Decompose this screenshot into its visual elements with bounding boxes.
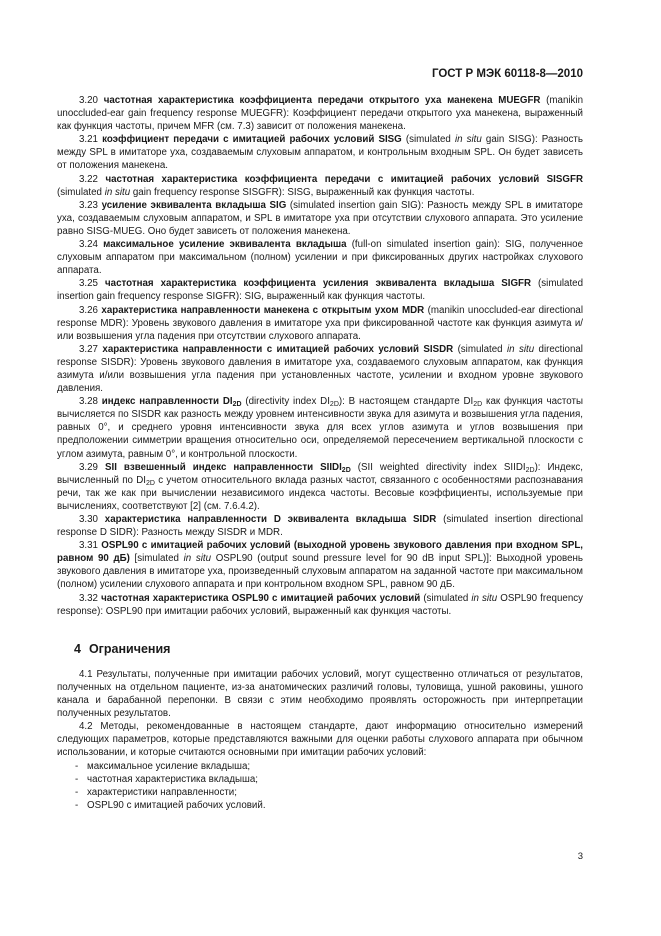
term-number: 3.23 [79, 199, 98, 211]
list-item: - частотная характеристика вкладыша; [75, 773, 258, 785]
term-name: частотная характеристика коэффициента передачи открытого уха манекена MUEGFR [103, 95, 541, 106]
term-name: характеристика направленности D эквивалента вкладыша SIDR [104, 514, 437, 525]
term-number: 3.30 [79, 514, 98, 525]
term-name: характеристика направленности с имитацией рабочих условий SISDR [102, 343, 454, 355]
term-definition [57, 133, 583, 172]
term-source-subscript: 2D [329, 401, 339, 409]
list-marker: - [75, 760, 79, 772]
term-text: (simulated insertion gain frequency response SIGFR): SIG, выраженный как функция частоты. [57, 278, 584, 303]
term-text: (manikin unoccluded-ear directional response MDR): Уровень звукового давления в имитаторе уха при фиксированной частоте как функция азимута и/или возвышения угла падения при отсутствии слухового аппарата. [57, 304, 584, 342]
term-name: коэффициент передачи с имитацией рабочих условий SISG [102, 134, 402, 146]
list-item: - максимальное усиление вкладыша; [75, 760, 251, 772]
term-name: OSPL90 с имитацией рабочих условий (выходной уровень звукового давления при входном SPL, равном 90 дБ) [57, 540, 583, 565]
term-text-subscript: 2D [473, 401, 483, 409]
term-definition [57, 461, 583, 513]
section-number: 4 [74, 641, 81, 656]
paragraph-4-2: 4.2 Методы, рекомендованные в настоящем стандарте, дают информацию относительно измерений следующих параметров, которые представляются важными для оценки работы слухового аппарата при обычном использовании, и которые считаются основными при имитации рабочих условий: [57, 721, 583, 759]
term-definition [57, 592, 583, 618]
term-number: 3.22 [79, 173, 98, 185]
term-definition [57, 343, 583, 395]
term-source-italic: in situ [104, 186, 131, 198]
term-text: directional response SISDR): Уровень звукового давления в имитаторе уха, создаваемого слуховым аппаратом, как функция азимута и/или возвышения угла падения при установленных частоте, усилении и входном уровне звукового давления. [57, 343, 583, 395]
term-definition [57, 395, 583, 460]
section-heading [74, 643, 583, 656]
term-name: усиление эквивалента вкладыша SIG [101, 199, 287, 211]
term-number: 3.21 [79, 134, 98, 146]
term-text: (full-on simulated insertion gain): SIG, полученное слуховым аппаратом при максимальном (полном) усилении и при фиксированных других настройках слухового аппарата. [57, 239, 583, 277]
term-text: gain SISG): Разность между SPL в имитаторе уха, создаваемым слуховым аппаратом, и контрольным входным SPL. Он будет зависеть от положения манекена. [57, 134, 583, 172]
term-number: 3.24 [79, 239, 98, 251]
term-number: 3.28 [79, 396, 98, 408]
document-body [57, 94, 583, 812]
term-source-italic: in situ [183, 553, 212, 565]
term-text: (simulated insertion gain SIG): Разность между SPL в имитаторе уха, создаваемым слуховым аппаратом, и SPL в имитаторе уха при отсутствии слухового аппарата. Это усиление равно SISG-MUEG. Оно будет зависеть от положения манекена. [57, 199, 583, 237]
term-definition [57, 238, 583, 277]
term-text: (manikin unoccluded-ear gain frequency response MUEGFR): Коэффициент передачи открытого уха манекена, выраженный как функция частоты, причем MFR (см. 7.3) зависит от положения манекена. [57, 95, 584, 133]
paragraph-4-1: 4.1 Результаты, полученные при имитации рабочих условий, могут существенно отличаться от результатов, полученных на отдельном пациенте, из-за анатомических различий головы, туловища, ушной раковины, ушного канала и барабанной перепонки. В связи с этим необходимо проявлять осторожность при интерпретации полученных результатов. [57, 668, 583, 720]
term-source-italic: in situ [471, 592, 498, 604]
term-text-continued: с учетом относительного вклада разных частот, связанного с особенностями распознавания речи, так же как при вычислении независимого индекса частоты. Весовые коэффициенты, используемые при вычислениях, соответствуют [2] (см. 7.6.4.2). [57, 474, 583, 512]
term-definition [57, 277, 583, 303]
term-source-italic: in situ [506, 343, 535, 355]
list-item: - характеристики направленности; [75, 786, 237, 798]
term-source-italic: in situ [454, 134, 482, 146]
term-source-subscript: 2D [525, 466, 535, 474]
term-name: SII взвешенный индекс направленности SIIDI [105, 461, 342, 473]
term-definition [57, 173, 583, 199]
term-name: характеристика направленности манекена с открытым ухом MDR [101, 304, 425, 316]
term-source: (directivity index DI [241, 396, 330, 408]
list-marker: - [75, 786, 79, 798]
term-number: 3.27 [79, 343, 98, 355]
parameter-list [57, 760, 583, 812]
term-definition [57, 94, 583, 133]
term-text: gain frequency response SISGFR): SISG, выраженный как функция частоты. [130, 186, 475, 198]
term-text: OSPL90 (output sound pressure level for 90 dB input SPL)]: Выходной уровень звукового давления в имитаторе уха, произведенный слуховым аппаратом на заданной частоте при максимальном (полном) усилении слухового аппарата и при контрольном входном SPL, равном 90 дБ. [57, 553, 583, 591]
term-source-prefix: (simulated [57, 186, 105, 198]
term-number: 3.31 [79, 540, 98, 552]
term-definition [57, 513, 583, 539]
term-number: 3.32 [79, 592, 98, 604]
term-text: ): Индекс, вычисленный по DI [57, 461, 583, 486]
term-number: 3.25 [79, 278, 98, 290]
term-text: ): В настоящем стандарте DI [338, 396, 474, 408]
term-subscript: 2D [232, 401, 242, 409]
term-text: (simulated insertion directional response D SIDR): Разность между SISDR и MDR. [57, 514, 583, 539]
terms-list [57, 94, 583, 618]
page-number: 3 [577, 851, 583, 862]
term-definition [57, 304, 583, 343]
term-name: частотная характеристика коэффициента передачи с имитацией рабочих условий SISGFR [105, 173, 583, 185]
term-source-prefix: (simulated [420, 592, 472, 604]
list-item: - OSPL90 с имитацией рабочих условий. [75, 799, 266, 811]
term-text-subscript: 2D [145, 479, 155, 487]
term-number: 3.29 [79, 461, 98, 473]
term-source-prefix: [simulated [129, 553, 184, 565]
term-definition [57, 539, 583, 591]
term-name: частотная характеристика OSPL90 с имитацией рабочих условий [101, 592, 421, 604]
term-text-continued: как функция частоты вычисляется по SISDR как разность между уровнем интенсивности звука для азимута и возвышения угла падения, равных 0°, и среднего уровня интенсивности звука для всех углов азимута и углов возвышения при предположении симметрии вращения относительно оси, определяемой пересечением вертикальной плоскости с углом азимута, равным 0°, и контрольной плоскости. [57, 396, 583, 460]
term-source: (SII weighted directivity index SIIDI [350, 461, 526, 473]
term-source-prefix: (simulated [453, 343, 507, 355]
term-source-prefix: (simulated [401, 134, 455, 146]
term-name: максимальное усиление эквивалента вкладыша [103, 239, 347, 251]
term-subscript: 2D [341, 466, 351, 474]
term-name: частотная характеристика коэффициента усиления эквивалента вкладыша SIGFR [104, 278, 532, 290]
list-marker: - [75, 799, 79, 811]
term-definition [57, 199, 583, 238]
standard-header: ГОСТ Р МЭК 60118-8—2010 [431, 68, 583, 80]
term-text: OSPL90 frequency response): OSPL90 при имитации рабочих условий, выраженный как функция частоты. [57, 592, 583, 617]
term-number: 3.20 [79, 95, 98, 106]
list-marker: - [75, 773, 79, 785]
term-name: индекс направленности DI [101, 396, 233, 408]
term-number: 3.26 [79, 304, 98, 316]
section-title: Ограничения [88, 641, 171, 656]
